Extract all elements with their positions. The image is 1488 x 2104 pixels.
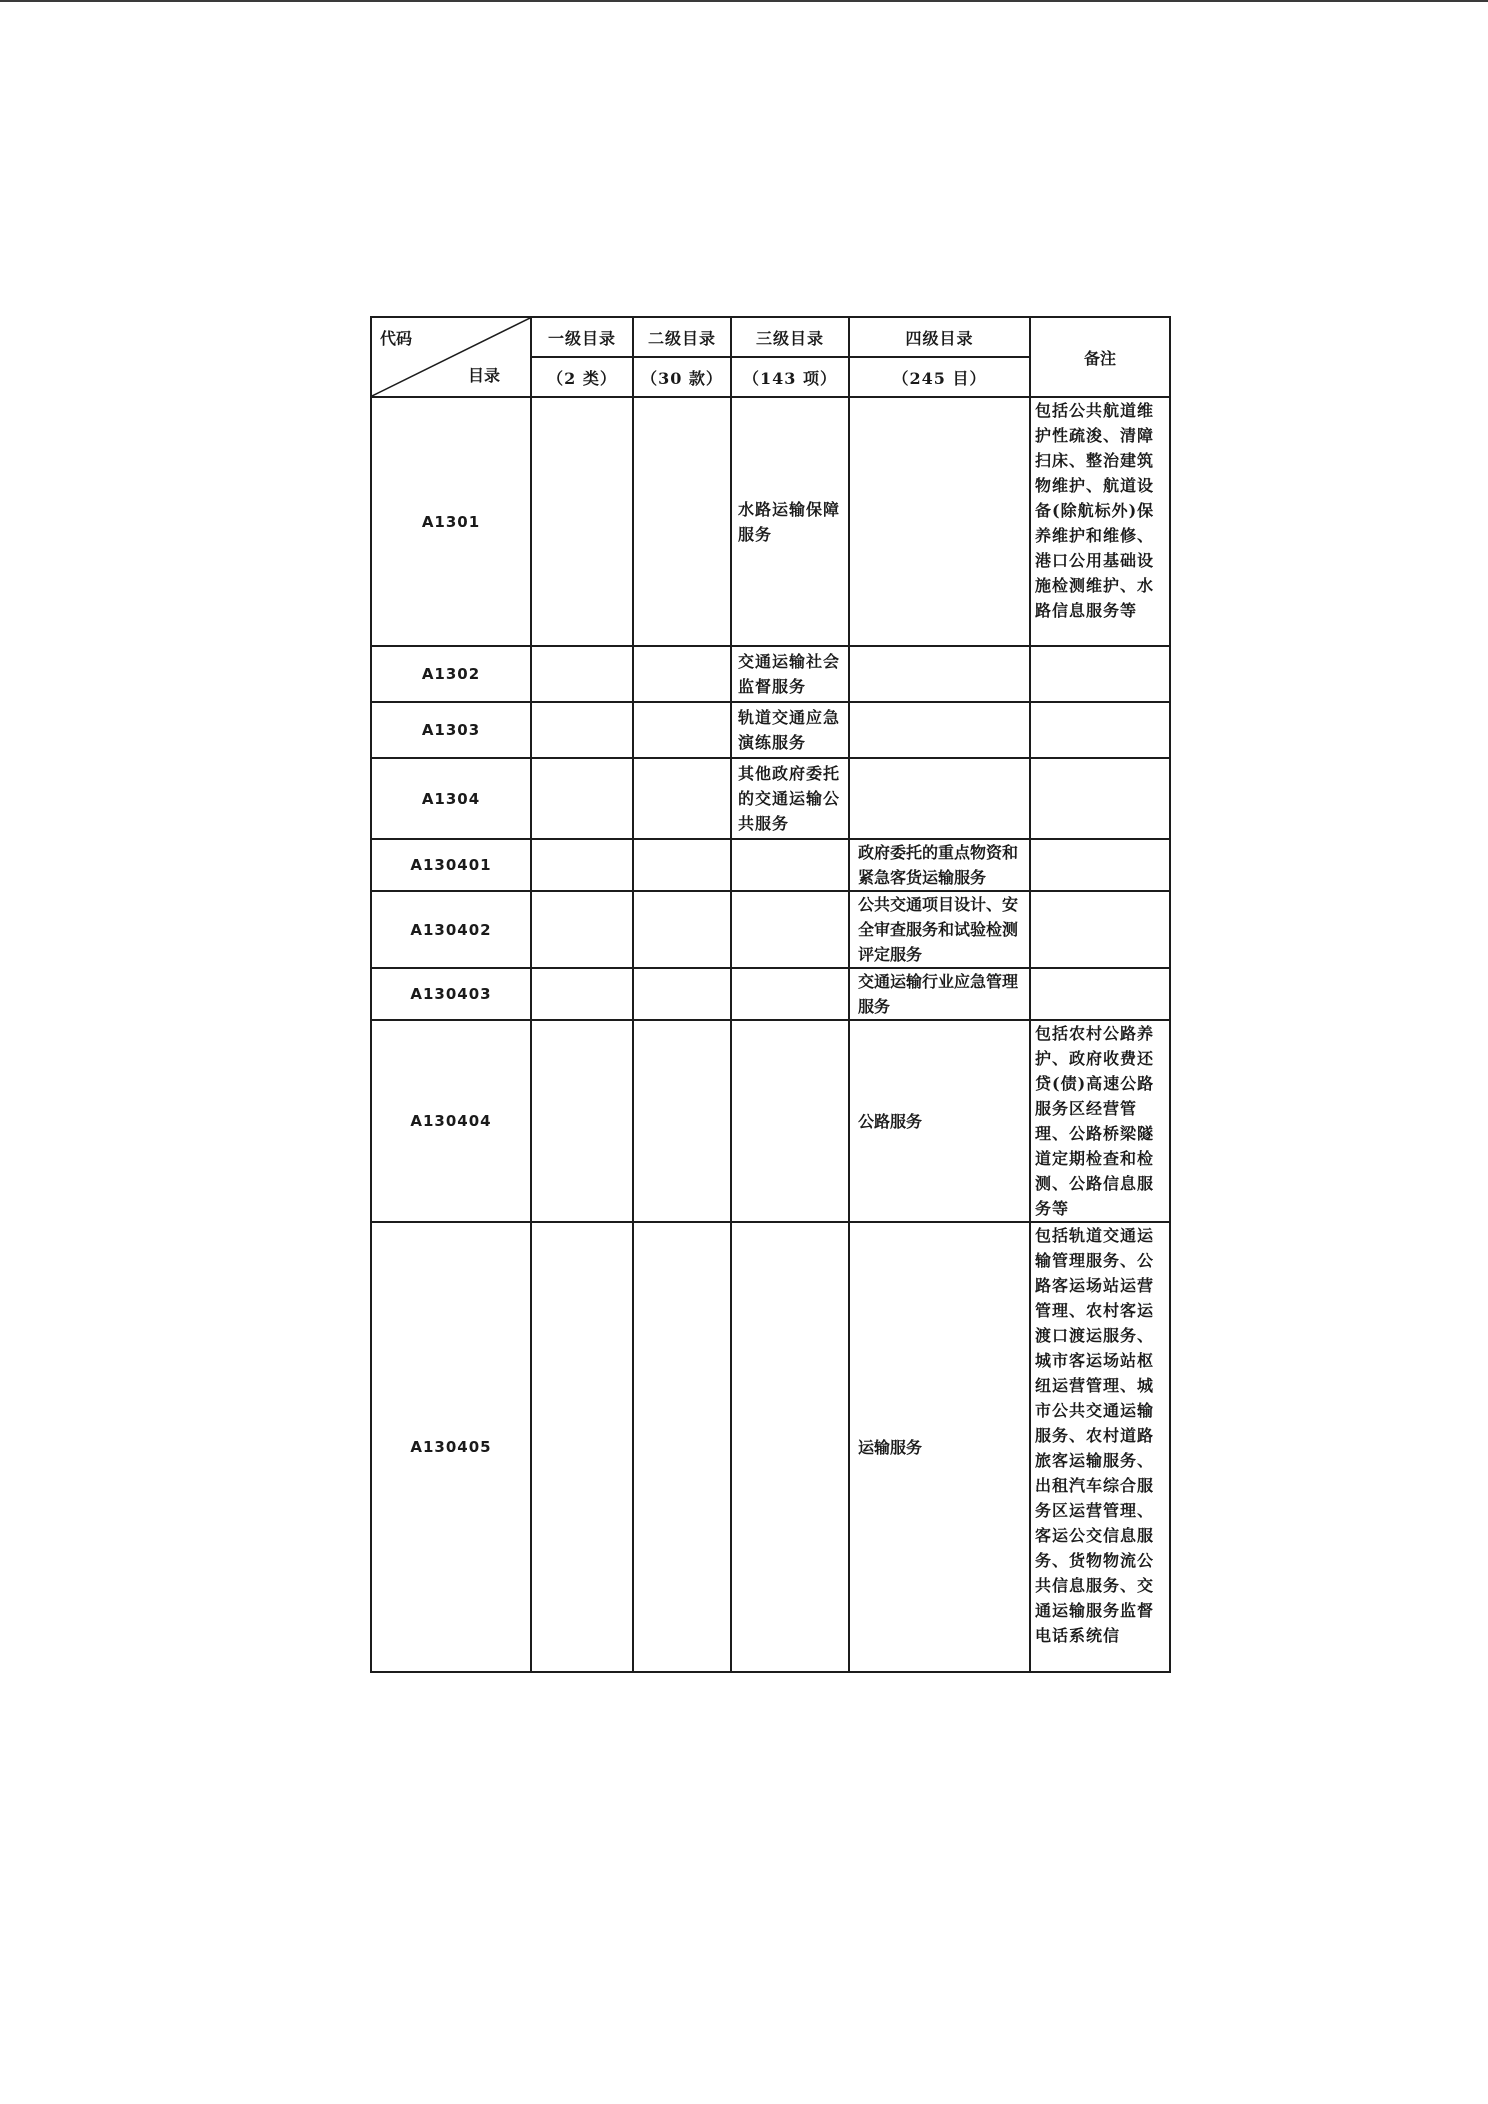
- row-level2: [633, 1020, 731, 1222]
- row-level4: [849, 397, 1030, 646]
- row-level4: 政府委托的重点物资和紧急客货运输服务: [849, 839, 1030, 891]
- row-level2: [633, 1222, 731, 1672]
- row-level1: [531, 968, 633, 1020]
- row-level4: 公路服务: [849, 1020, 1030, 1222]
- row-level2: [633, 646, 731, 702]
- row-level4: 运输服务: [849, 1222, 1030, 1672]
- header-catalog-label: 目录: [467, 366, 500, 385]
- header-level2-count: （30 款）: [633, 357, 731, 397]
- row-code: A130405: [371, 1222, 531, 1672]
- header-level2-label: 二级目录: [633, 317, 731, 357]
- row-level1: [531, 702, 633, 758]
- row-level1: [531, 839, 633, 891]
- row-notes: [1030, 702, 1170, 758]
- header-level1-label: 一级目录: [531, 317, 633, 357]
- row-notes: [1030, 646, 1170, 702]
- table-row: [371, 646, 1170, 702]
- row-code: A1304: [371, 758, 531, 839]
- row-notes: [1030, 968, 1170, 1020]
- header-corner-cell: [371, 317, 531, 397]
- row-code: A130404: [371, 1020, 531, 1222]
- row-level1: [531, 397, 633, 646]
- table-row: [371, 1020, 1170, 1222]
- row-notes: 包括农村公路养护、政府收费还贷(债)高速公路服务区经营管理、公路桥梁隧道定期检查和检测、公路信息服务等: [1030, 1020, 1170, 1222]
- row-level2: [633, 968, 731, 1020]
- row-code: A130401: [371, 839, 531, 891]
- row-notes: 包括轨道交通运输管理服务、公路客运场站运营管理、农村客运渡口渡运服务、城市客运场站枢纽运营管理、城市公共交通运输服务、农村道路旅客运输服务、出租汽车综合服务区运营管理、客运公交信息服务、货物物流公共信息服务、交通运输服务监督电话系统信: [1030, 1222, 1170, 1672]
- table-row: [371, 397, 1170, 646]
- row-level2: [633, 397, 731, 646]
- row-level4: [849, 646, 1030, 702]
- row-level1: [531, 1020, 633, 1222]
- row-level4: [849, 758, 1030, 839]
- row-level1: [531, 891, 633, 968]
- row-code: A1301: [371, 397, 531, 646]
- table-row: [371, 839, 1170, 891]
- row-level2: [633, 891, 731, 968]
- table-row: [371, 702, 1170, 758]
- row-notes: [1030, 839, 1170, 891]
- table-row: [371, 891, 1170, 968]
- row-notes: [1030, 891, 1170, 968]
- header-code-label: 代码: [380, 329, 413, 348]
- row-level4: 公共交通项目设计、安全审查服务和试验检测评定服务: [849, 891, 1030, 968]
- row-level3: 水路运输保障服务: [731, 397, 849, 646]
- row-code: A130403: [371, 968, 531, 1020]
- header-row-labels: [371, 317, 1170, 357]
- row-code: A130402: [371, 891, 531, 968]
- row-notes: [1030, 758, 1170, 839]
- row-level3: [731, 891, 849, 968]
- row-code: A1303: [371, 702, 531, 758]
- row-level3: 其他政府委托的交通运输公共服务: [731, 758, 849, 839]
- row-level4: 交通运输行业应急管理服务: [849, 968, 1030, 1020]
- header-notes-label: 备注: [1030, 317, 1170, 397]
- row-level2: [633, 758, 731, 839]
- row-level1: [531, 1222, 633, 1672]
- row-level3: 交通运输社会监督服务: [731, 646, 849, 702]
- row-level1: [531, 646, 633, 702]
- table-row: [371, 1222, 1170, 1672]
- header-level3-count: （143 项）: [731, 357, 849, 397]
- row-notes: 包括公共航道维护性疏浚、清障扫床、整治建筑物维护、航道设备(除航标外)保养维护和维修、港口公用基础设施检测维护、水路信息服务等: [1030, 397, 1170, 646]
- table-row: [371, 758, 1170, 839]
- page-top-edge: [0, 0, 1488, 2]
- row-level3: 轨道交通应急演练服务: [731, 702, 849, 758]
- row-level3: [731, 1020, 849, 1222]
- row-code: A1302: [371, 646, 531, 702]
- row-level3: [731, 968, 849, 1020]
- catalog-table: [370, 316, 1171, 1673]
- header-level4-count: （245 目）: [849, 357, 1030, 397]
- header-level4-label: 四级目录: [849, 317, 1030, 357]
- row-level1: [531, 758, 633, 839]
- row-level4: [849, 702, 1030, 758]
- header-level1-count: （2 类）: [531, 357, 633, 397]
- header-level3-label: 三级目录: [731, 317, 849, 357]
- table-row: [371, 968, 1170, 1020]
- row-level3: [731, 1222, 849, 1672]
- row-level2: [633, 839, 731, 891]
- row-level2: [633, 702, 731, 758]
- row-level3: [731, 839, 849, 891]
